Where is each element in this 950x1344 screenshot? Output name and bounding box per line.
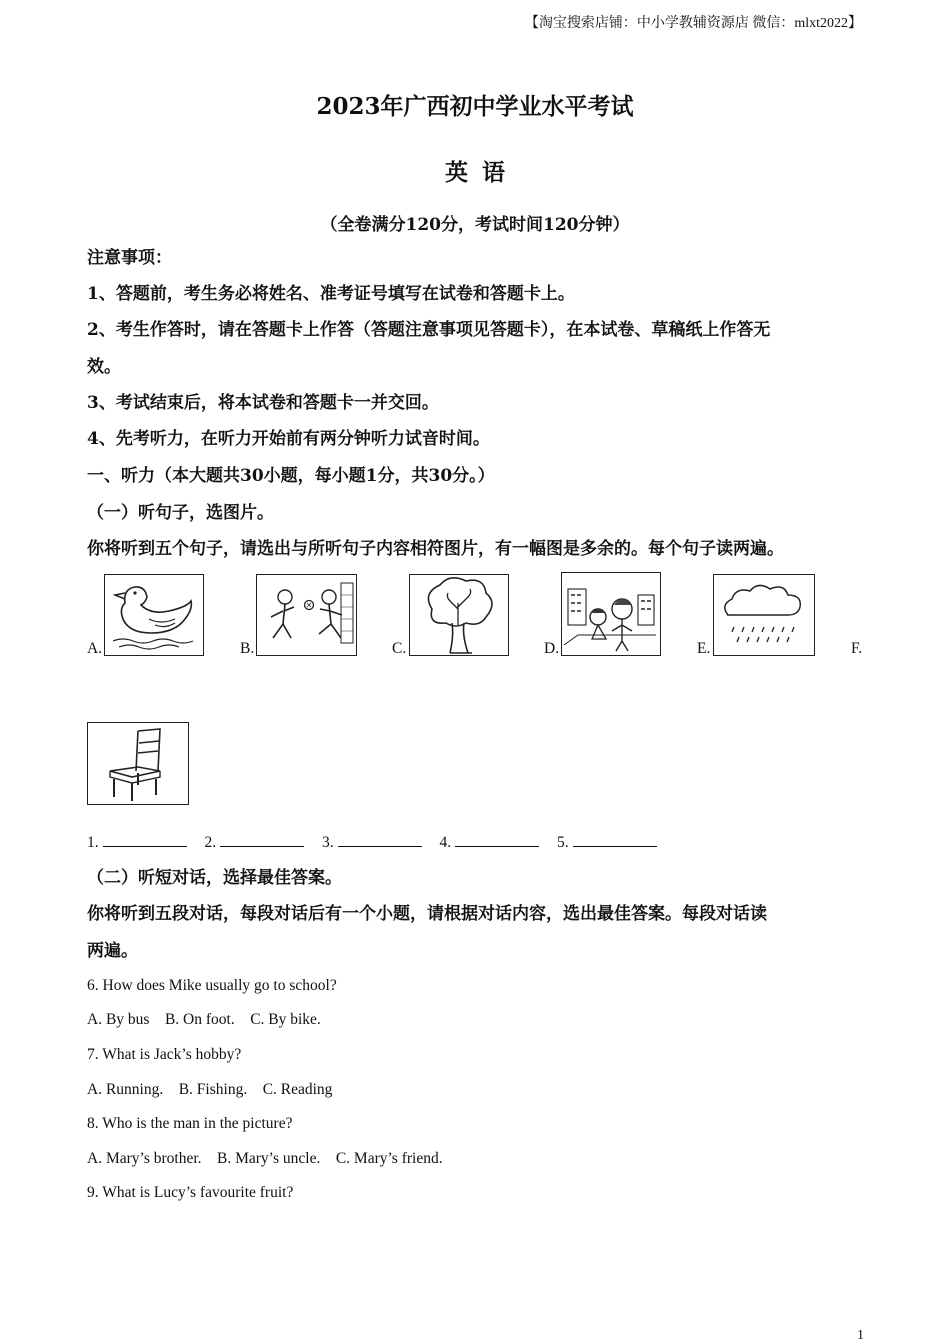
chair-icon bbox=[87, 722, 189, 805]
duck-icon bbox=[104, 574, 204, 656]
header-note: 【淘宝搜索店铺：中小学教辅资源店 微信：mlxt2022】 bbox=[524, 16, 862, 31]
part2-instruction: 两遍。 bbox=[87, 941, 138, 961]
answer-blank[interactable] bbox=[220, 832, 304, 847]
question-6: 6. How does Mike usually go to school? bbox=[87, 977, 337, 994]
page-title: 2023年广西初中学业水平考试 bbox=[316, 93, 634, 120]
part2-instruction: 你将听到五段对话，每段对话后有一个小题，请根据对话内容，选出最佳答案。每段对话读 bbox=[87, 904, 767, 924]
picture-label-f: F. bbox=[851, 640, 863, 657]
picture-label-b: B. bbox=[240, 640, 255, 657]
score-info: （全卷满分120分，考试时间120分钟） bbox=[320, 215, 630, 235]
blank-label: 4. bbox=[439, 834, 452, 851]
notice-item: 效。 bbox=[87, 357, 121, 377]
answer-blank[interactable] bbox=[103, 832, 187, 847]
notice-item: 2、考生作答时，请在答题卡上作答（答题注意事项见答题卡），在本试卷、草稿纸上作答无 bbox=[87, 320, 771, 340]
picture-label-d: D. bbox=[544, 640, 560, 657]
question-9: 9. What is Lucy’s favourite fruit? bbox=[87, 1184, 294, 1201]
picture-label-c: C. bbox=[392, 640, 407, 657]
part1-heading: （一）听句子，选图片。 bbox=[87, 503, 274, 523]
kids-playing-football-icon bbox=[256, 574, 357, 656]
question-8-options: A. Mary’s brother. B. Mary’s uncle. C. Mary’s friend. bbox=[87, 1150, 443, 1167]
answer-blanks bbox=[87, 832, 671, 852]
question-6-options: A. By bus B. On foot. C. By bike. bbox=[87, 1011, 321, 1028]
picture-label-e: E. bbox=[697, 640, 711, 657]
answer-blank[interactable] bbox=[338, 832, 422, 847]
part2-heading: （二）听短对话，选择最佳答案。 bbox=[87, 868, 342, 888]
tree-icon bbox=[409, 574, 509, 656]
blank-label: 1. bbox=[87, 834, 99, 851]
notice-item: 1、答题前，考生务必将姓名、准考证号填写在试卷和答题卡上。 bbox=[87, 284, 575, 304]
question-7-options: A. Running. B. Fishing. C. Reading bbox=[87, 1081, 333, 1098]
notice-heading: 注意事项： bbox=[87, 248, 172, 268]
section1-heading: 一、听力（本大题共30小题，每小题1分，共30分。） bbox=[87, 466, 495, 486]
notice-item: 4、先考听力，在听力开始前有两分钟听力试音时间。 bbox=[87, 429, 490, 449]
part1-instruction: 你将听到五个句子，请选出与所听句子内容相符图片，有一幅图是多余的。每个句子读两遍。 bbox=[87, 539, 784, 559]
question-8: 8. Who is the man in the picture? bbox=[87, 1115, 293, 1132]
picture-label-a: A. bbox=[87, 640, 103, 657]
kids-in-city-icon bbox=[561, 572, 661, 656]
answer-blank[interactable] bbox=[455, 832, 539, 847]
answer-blank[interactable] bbox=[573, 832, 657, 847]
subject-title: 英语 bbox=[445, 159, 519, 186]
notice-item: 3、考试结束后，将本试卷和答题卡一并交回。 bbox=[87, 393, 439, 413]
blank-label: 2. bbox=[204, 834, 217, 851]
rain-cloud-icon bbox=[713, 574, 815, 656]
page-number: 1 bbox=[857, 1328, 864, 1343]
blank-label: 3. bbox=[322, 834, 334, 851]
question-7: 7. What is Jack’s hobby? bbox=[87, 1046, 242, 1063]
blank-label: 5. bbox=[557, 834, 569, 851]
